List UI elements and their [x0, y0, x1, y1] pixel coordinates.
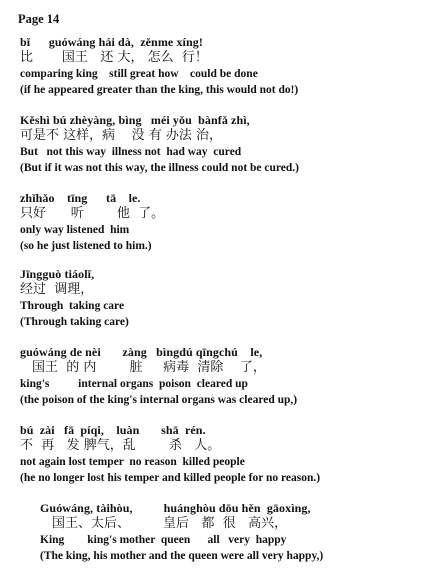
translation-line: (the poison of the king's internal organs was cleared up,) — [20, 394, 298, 406]
hanzi-line: 可是不 这样，病 没 有 办法 治， — [20, 128, 223, 143]
hanzi-line: 比 国王 还 大， 怎么 行！ — [20, 50, 208, 65]
hanzi-line: 不 再 发 脾气，乱 杀 人。 — [20, 438, 221, 453]
hanzi-line: 国王、太后、 皇后 都 很 高兴， — [52, 516, 288, 531]
pinyin-line: bǐ guówáng hái dà, zěnme xíng! — [20, 35, 203, 49]
pinyin-line: Kěshì bú zhèyàng, bìng méi yǒu bànfǎ zhì, — [20, 113, 250, 127]
sentence-block — [20, 266, 419, 330]
sentence-block — [20, 34, 419, 98]
pinyin-line: bú zài fā píqi, luàn shā rén. — [20, 423, 206, 437]
pinyin-line: guówáng de nèi zàng bìngdú qīngchú le, — [20, 345, 263, 359]
translation-line: (The king, his mother and the queen were all very happy,) — [40, 550, 324, 562]
sentence-block — [20, 422, 419, 486]
translation-line: (But if it was not this way, the illness could not be cured.) — [20, 162, 300, 174]
gloss-line: King king's mother queen all very happy — [40, 534, 287, 546]
translation-line: (Through taking care) — [20, 316, 129, 328]
pinyin-line: Guówáng, tàihòu, huánghòu dōu hěn gāoxìng, — [40, 501, 311, 515]
hanzi-line: 经过 调理， — [20, 282, 94, 297]
hanzi-line: 国王 的 内 脏 病毒 清除 了， — [32, 360, 266, 375]
gloss-line: not again lost temper no reason killed people — [20, 456, 245, 468]
sentence-block — [20, 190, 419, 254]
gloss-line: Through taking care — [20, 300, 125, 312]
translation-line: (if he appeared greater than the king, this would not do!) — [20, 84, 299, 96]
pinyin-line: Jīngguò tiáolǐ, — [20, 267, 95, 281]
sentence-block — [20, 344, 419, 408]
sentence-block — [40, 500, 419, 564]
gloss-line: comparing king still great how could be done — [20, 68, 258, 80]
gloss-line: But not this way illness not had way cured — [20, 146, 242, 158]
pinyin-line: zhǐhǎo tīng tā le. — [20, 191, 141, 205]
sentence-block — [20, 112, 419, 176]
page-label: Page 14 — [18, 12, 60, 26]
translation-line: (he no longer lost his temper and killed people for no reason.) — [20, 472, 321, 484]
translation-line: (so he just listened to him.) — [20, 240, 152, 252]
gloss-line: king's internal organs poison cleared up — [20, 378, 248, 390]
gloss-line: only way listened him — [20, 224, 130, 236]
hanzi-line: 只好 听 他 了。 — [20, 206, 165, 221]
